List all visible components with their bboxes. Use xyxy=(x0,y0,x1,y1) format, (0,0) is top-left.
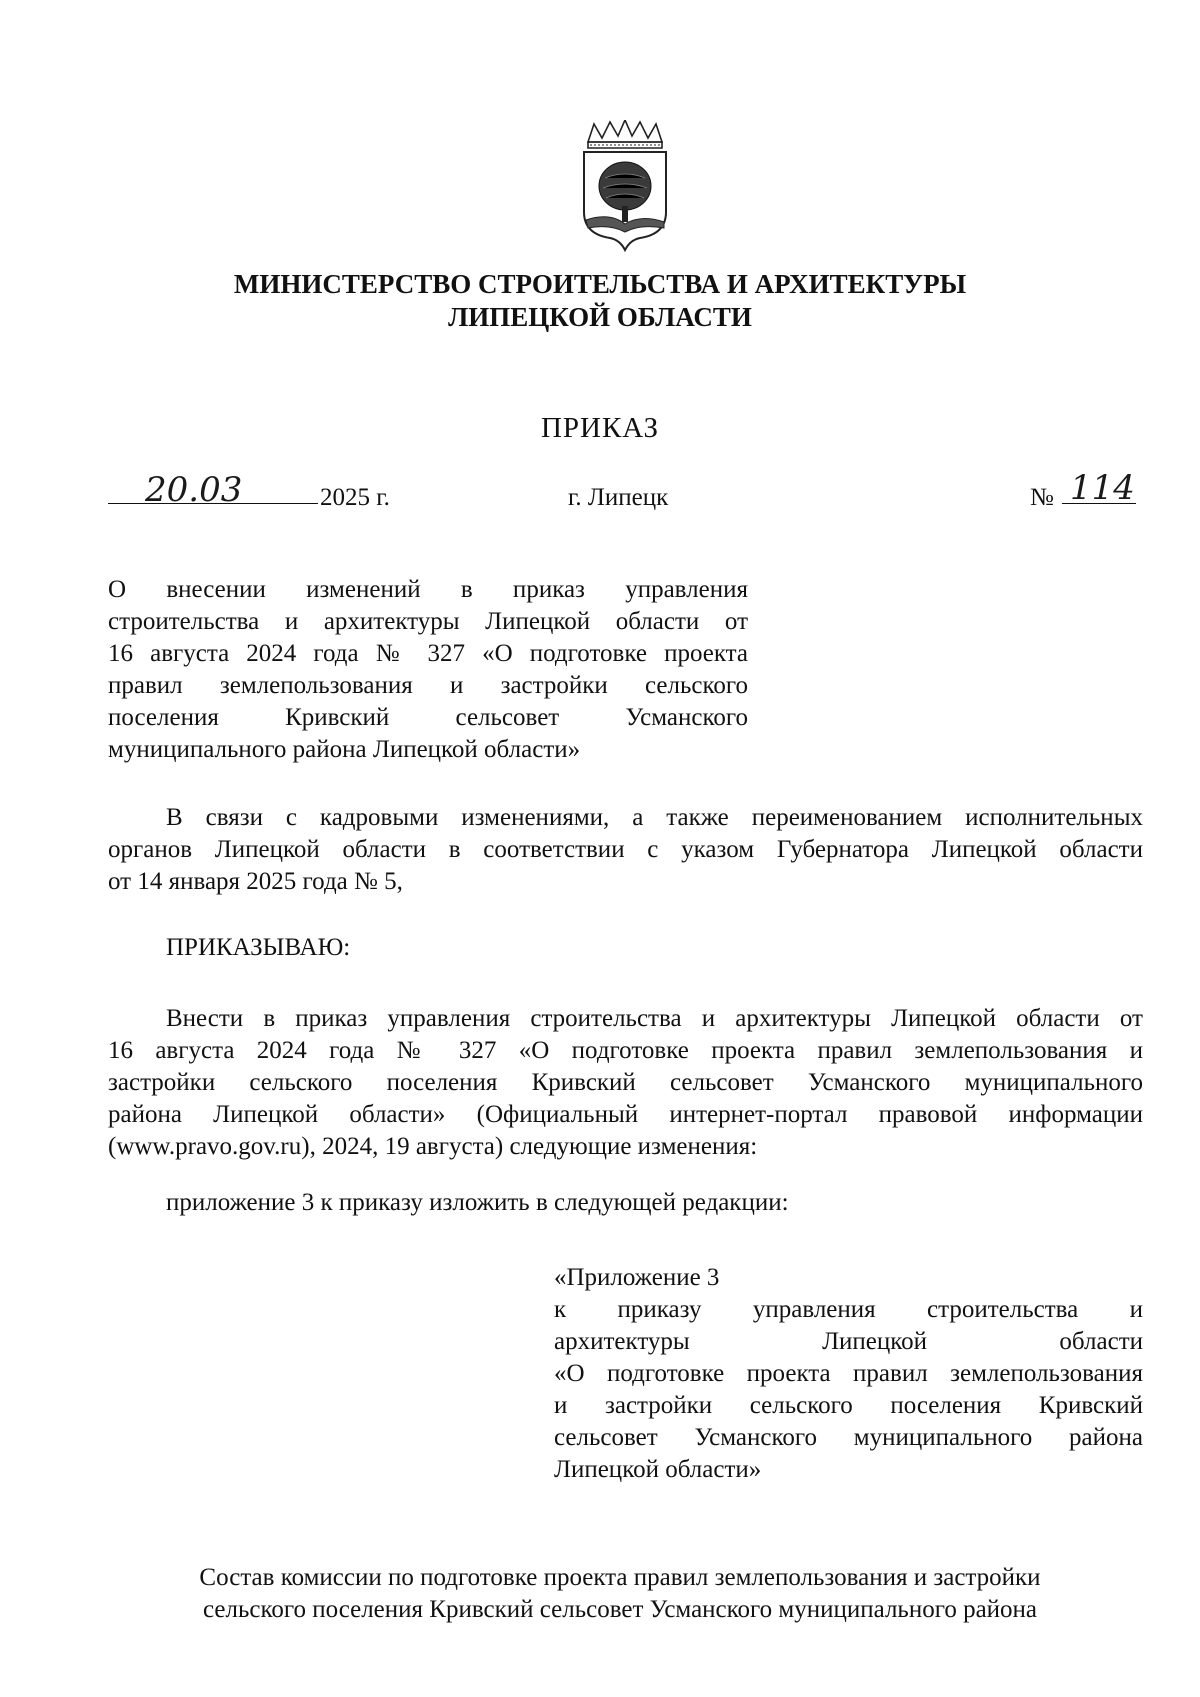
subject-line: правил землепользования и застройки сельского xyxy=(108,672,748,699)
handwritten-number: 114 xyxy=(1070,468,1135,508)
subject-line: строительства и архитектуры Липецкой области от xyxy=(108,608,748,635)
coat-of-arms-icon xyxy=(580,120,670,255)
preamble-line: В связи с кадровыми изменениями, а также переименованием исполнительных xyxy=(166,804,1143,831)
appendix-line: к приказу управления строительства и xyxy=(554,1296,1143,1323)
city-name: г. Липецк xyxy=(568,484,669,511)
subject-line: О внесении изменений в приказ управления xyxy=(108,576,748,603)
document-title: ПРИКАЗ xyxy=(540,412,660,444)
body-line: района Липецкой области» (Официальный интернет-портал правовой информации xyxy=(108,1101,1143,1128)
body-line: (www.pravo.gov.ru), 2024, 19 августа) следующие изменения: xyxy=(108,1133,758,1160)
appendix-line: и застройки сельского поселения Кривский xyxy=(554,1392,1143,1419)
body-paragraph xyxy=(108,1003,1143,1163)
preamble-line: от 14 января 2025 года № 5, xyxy=(108,868,403,895)
number-sign: № xyxy=(1030,484,1054,511)
date-year: 2025 г. xyxy=(320,484,390,511)
annex-instruction: приложение 3 к приказу изложить в следующей редакции: xyxy=(166,1189,789,1216)
handwritten-date: 20.03 xyxy=(145,470,243,510)
subject-line: поселения Кривский сельсовет Усманского xyxy=(108,704,748,731)
organization-name-line2: ЛИПЕЦКОЙ ОБЛАСТИ xyxy=(448,302,752,332)
body-line: 16 августа 2024 года № 327 «О подготовке проекта правил землепользования и xyxy=(108,1037,1143,1064)
body-line: Внести в приказ управления строительства и архитектуры Липецкой области от xyxy=(166,1005,1143,1032)
organization-name-line1: МИНИСТЕРСТВО СТРОИТЕЛЬСТВА И АРХИТЕКТУРЫ xyxy=(233,269,967,299)
subject-line: 16 августа 2024 года № 327 «О подготовке проекта xyxy=(108,640,748,667)
preamble-paragraph xyxy=(108,802,1143,898)
composition-heading-line: сельского поселения Кривский сельсовет Усманского муниципального района xyxy=(202,1596,1038,1623)
body-line: застройки сельского поселения Кривский сельсовет Усманского муниципального xyxy=(108,1069,1143,1096)
order-subject xyxy=(108,574,748,766)
appendix-line: «О подготовке проекта правил землепользования xyxy=(554,1360,1143,1387)
composition-heading-line: Состав комиссии по подготовке проекта правил землепользования и застройки xyxy=(199,1564,1041,1591)
preamble-line: органов Липецкой области в соответствии с указом Губернатора Липецкой области xyxy=(108,836,1143,863)
subject-line: муниципального района Липецкой области» xyxy=(108,736,581,763)
appendix-line: «Приложение 3 xyxy=(554,1264,720,1291)
order-word: ПРИКАЗЫВАЮ: xyxy=(166,934,351,961)
appendix-line: Липецкой области» xyxy=(554,1456,762,1483)
appendix-header xyxy=(554,1262,1143,1486)
appendix-line: архитектуры Липецкой области xyxy=(554,1328,1143,1355)
appendix-line: сельсовет Усманского муниципального района xyxy=(554,1424,1143,1451)
